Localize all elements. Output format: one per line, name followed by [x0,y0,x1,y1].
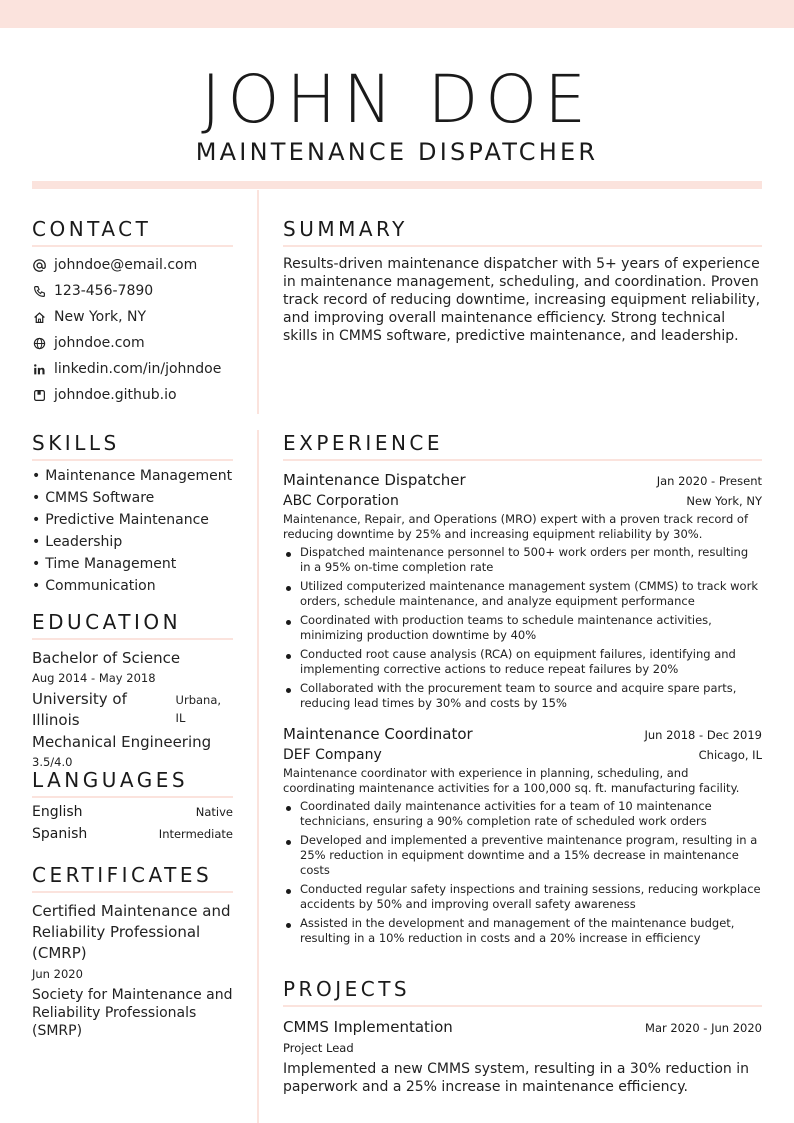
contact-location-text: New York, NY [54,309,147,325]
header-divider [32,181,762,189]
projects-section [283,977,762,1096]
skill-item: • Maintenance Management [32,465,233,487]
certificates-heading: CERTIFICATES [32,863,233,893]
education-school: University of Illinois [32,690,127,729]
education-degree: Bachelor of Science [32,649,181,667]
skill-item: • CMMS Software [32,487,233,509]
job-title: Maintenance Coordinator [283,725,473,743]
project-entry [283,1016,762,1096]
job-entry [283,723,762,946]
contact-website[interactable] [32,330,233,356]
contact-heading: CONTACT [32,217,233,247]
globe-icon [32,336,46,350]
contact-section [32,217,233,408]
project-description: Implemented a new CMMS system, resulting in a 30% reduction in paperwork and a 25% increase in maintenance efficiency. [283,1061,749,1095]
languages-heading: LANGUAGES [32,768,233,798]
phone-icon [32,284,46,298]
experience-section [283,431,762,950]
skill-item: • Predictive Maintenance [32,509,233,531]
experience-heading: EXPERIENCE [283,431,762,461]
projects-heading: PROJECTS [283,977,762,1007]
column-divider-bottom [257,430,259,1123]
certificate-date: Jun 2020 [32,967,83,981]
contact-location [32,304,233,330]
job-bullet: Coordinated with production teams to schedule maintenance activities, minimizing production downtime by 40% [283,613,762,643]
education-gpa: 3.5/4.0 [32,755,73,769]
job-title: Maintenance Dispatcher [283,471,466,489]
certificates-section [32,863,233,1040]
job-bullet: Collaborated with the procurement team to source and acquire spare parts, reducing lead times by 30% and costs by 15% [283,681,762,711]
skill-item: • Leadership [32,531,233,553]
contact-linkedin[interactable] [32,356,233,382]
job-description: Maintenance coordinator with experience in planning, scheduling, and coordinating maintenance activities for a 100,000 sq. ft. manufacturing facility. [283,766,740,795]
summary-section [283,217,762,345]
contact-linkedin-text: linkedin.com/in/johndoe [54,361,222,377]
language-item [32,826,233,848]
job-bullet: Developed and implemented a preventive maintenance program, resulting in a 25% reduction in equipment downtime and a 15% decrease in maintenance costs [283,833,762,878]
summary-heading: SUMMARY [283,217,762,247]
job-title: MAINTENANCE DISPATCHER [195,138,599,166]
project-role: Project Lead [283,1041,354,1055]
certificate-issuer: Society for Maintenance and Reliability Professionals (SMRP) [32,987,233,1039]
education-location: Urbana, IL [175,693,222,725]
certificate-name: Certified Maintenance and Reliability Professional (CMRP) [32,902,231,962]
github-icon [32,388,46,402]
job-location: Chicago, IL [698,748,762,762]
education-dates: Aug 2014 - May 2018 [32,671,156,685]
language-name: English [32,804,83,820]
email-icon [32,258,46,272]
languages-section [32,768,233,848]
job-bullet: Utilized computerized maintenance management system (CMMS) to track work orders, schedule maintenance, and analyze equipment performance [283,579,762,609]
job-company: DEF Company [283,747,382,763]
linkedin-icon [32,362,46,376]
project-dates: Mar 2020 - Jun 2020 [645,1021,762,1035]
contact-email-text: johndoe@email.com [54,257,198,273]
skills-heading: SKILLS [32,431,233,461]
candidate-name: JOHN DOE [201,61,593,138]
summary-text: Results-driven maintenance dispatcher with 5+ years of experience in maintenance management, scheduling, and coordination. Proven track record of reducing downtime, increasing equipment reliability, and improving overall maintenance efficiency. Strong technical skills in CMMS software, predictive maintenance, and leadership. [283,256,761,344]
contact-github[interactable] [32,382,233,408]
top-accent-band [0,0,794,28]
contact-github-text: johndoe.github.io [54,387,177,403]
education-section [32,610,233,771]
project-title: CMMS Implementation [283,1018,453,1036]
contact-email[interactable] [32,252,233,278]
column-divider-top [257,190,259,414]
skill-item: • Communication [32,575,233,597]
education-heading: EDUCATION [32,610,233,640]
contact-phone[interactable] [32,278,233,304]
job-bullet: Assisted in the development and management of the maintenance budget, resulting in a 10% reduction in costs and a 20% increase in efficiency [283,916,762,946]
language-level: Native [195,805,233,819]
job-entry [283,469,762,711]
language-item [32,804,233,826]
job-dates: Jun 2018 - Dec 2019 [644,728,762,742]
job-bullet: Coordinated daily maintenance activities for a team of 10 maintenance technicians, ensuring a 90% completion rate of scheduled work orders [283,799,762,829]
job-company: ABC Corporation [283,493,399,509]
contact-phone-text: 123-456-7890 [54,283,154,299]
job-location: New York, NY [686,494,762,508]
home-icon [32,310,46,324]
education-major: Mechanical Engineering [32,733,212,751]
job-bullet: Dispatched maintenance personnel to 500+ work orders per month, resulting in a 95% on-time completion rate [283,545,762,575]
job-dates: Jan 2020 - Present [656,474,762,488]
language-level: Intermediate [158,827,233,841]
job-bullet: Conducted root cause analysis (RCA) on equipment failures, identifying and implementing corrective actions to reduce repeat failures by 20% [283,647,762,677]
contact-website-text: johndoe.com [54,335,145,351]
skills-section [32,431,233,597]
skill-item: • Time Management [32,553,233,575]
language-name: Spanish [32,826,88,842]
job-description: Maintenance, Repair, and Operations (MRO) expert with a proven track record of reducing downtime by 25% and increasing equipment reliability by 30%. [283,512,748,541]
job-bullet: Conducted regular safety inspections and training sessions, reducing workplace accidents by 50% and improving overall safety awareness [283,882,762,912]
